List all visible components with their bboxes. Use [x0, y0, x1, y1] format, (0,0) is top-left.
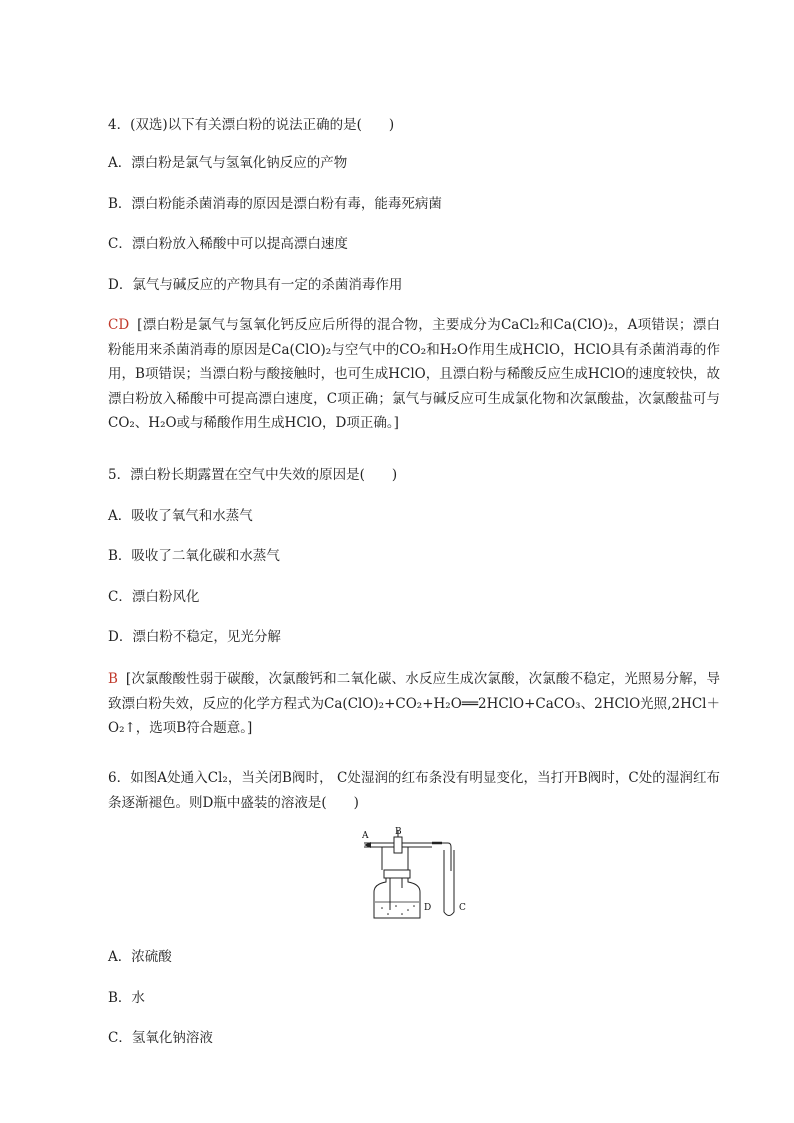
q4-answer: CD	[108, 317, 130, 333]
q4-option-a: A．漂白粉是氯气与氢氧化钠反应的产物	[108, 155, 348, 171]
bottle-d	[374, 878, 420, 918]
q4-stem: 4．(双选)以下有关漂白粉的说法正确的是( )	[108, 117, 395, 133]
q4-option-c: C．漂白粉放入稀酸中可以提高漂白速度	[108, 236, 348, 252]
q6-option-b: B．水	[108, 990, 145, 1006]
label-d: D	[424, 903, 432, 913]
q5-option-b: B．吸收了二氧化碳和水蒸气	[108, 548, 280, 564]
q5-explanation-block	[108, 667, 720, 741]
q5-explanation: [次氯酸酸性弱于碳酸，次氯酸钙和二氧化碳、水反应生成次氯酸，次氯酸不稳定，光照易分解，导致漂白粉失效，反应的化学方程式为Ca(ClO)₂+CO₂+H₂O══2HClO+CaCO₃、2HClO光照,2HCl＋O₂↑，选项B符合题意。]	[108, 671, 720, 736]
q6-stem: 6．如图A处通入Cl₂，当关闭B阀时， C处湿润的红布条没有明显变化，当打开B阀时，C处的湿润红布条逐渐褪色。则D瓶中盛装的溶液是( )	[108, 770, 720, 811]
label-a: A	[362, 831, 369, 841]
q5-option-d: D．漂白粉不稳定，见光分解	[108, 629, 281, 645]
q4-explanation: [漂白粉是氯气与氢氧化钙反应后所得的混合物，主要成分为CaCl₂和Ca(ClO)₂，A项错误；漂白粉能用来杀菌消毒的原因是Ca(ClO)₂与空气中的CO₂和H₂O作用生成HClO，HClO具有杀菌消毒的作用，B项错误；当漂白粉与酸接触时，也可生成HClO，且漂白粉与稀酸反应生成HClO的速度较快，故漂白粉放入稀酸中可提高漂白速度，C项正确；氯气与碱反应可生成氯化物和次氯酸盐，次氯酸盐可与CO₂、H₂O或与稀酸作用生成HClO，D项正确。]	[108, 317, 720, 431]
test-tube-c	[444, 850, 454, 916]
tube-to-c	[442, 843, 451, 871]
valve-b	[394, 837, 402, 853]
q4-explanation-block	[108, 313, 720, 436]
label-b: B	[395, 827, 402, 837]
q6-option-c: C．氢氧化钠溶液	[108, 1030, 213, 1046]
apparatus-figure	[362, 826, 472, 922]
q5-option-c: C．漂白粉风化	[108, 589, 200, 605]
q5-answer: B	[108, 671, 118, 687]
q5-stem: 5．漂白粉长期露置在空气中失效的原因是( )	[108, 467, 398, 483]
bottle-stopper	[384, 870, 410, 878]
q6-option-a: A．浓硫酸	[108, 949, 172, 965]
q5-option-a: A．吸收了氧气和水蒸气	[108, 508, 253, 524]
q4-option-d: D．氯气与碱反应的产物具有一定的杀菌消毒作用	[108, 277, 403, 293]
label-c: C	[459, 903, 466, 913]
q4-option-b: B．漂白粉能杀菌消毒的原因是漂白粉有毒，能毒死病菌	[108, 196, 442, 212]
apparatus-diagram	[362, 826, 472, 922]
